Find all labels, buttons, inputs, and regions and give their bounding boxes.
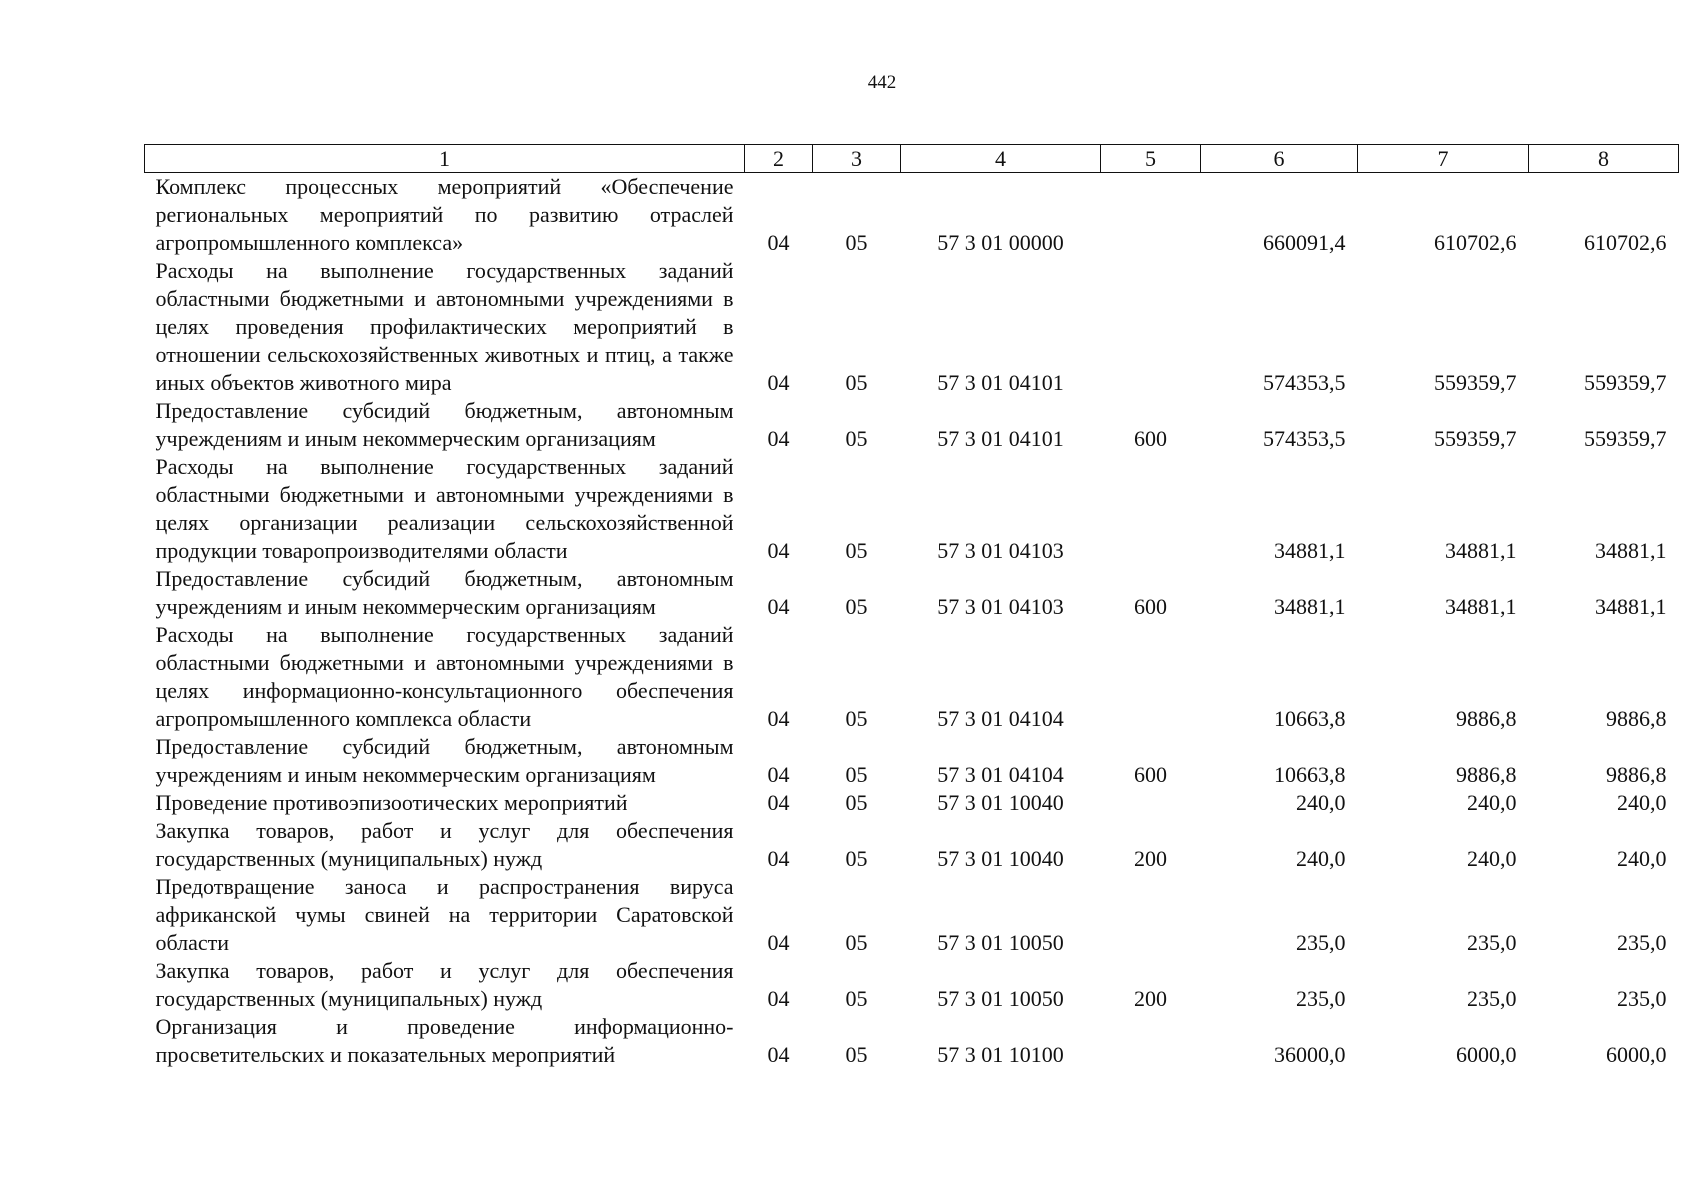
table-row bbox=[145, 1013, 1679, 1069]
row-name: Организация и проведение информационно-просветительских и показательных мероприятий bbox=[155, 1014, 734, 1067]
row-section: 04 bbox=[767, 986, 790, 1011]
row-name: Проведение противоэпизоотических мероприятий bbox=[155, 790, 628, 815]
row-section: 04 bbox=[767, 762, 790, 787]
row-value-col6: 36000,0 bbox=[1274, 1042, 1346, 1067]
table-row bbox=[145, 621, 1679, 733]
row-name: Предоставление субсидий бюджетным, автономным учреждениям и иным некоммерческим организациям bbox=[155, 566, 734, 619]
row-value-col7: 34881,1 bbox=[1445, 594, 1517, 619]
row-value-col7: 235,0 bbox=[1467, 930, 1517, 955]
row-value-col7: 34881,1 bbox=[1445, 538, 1517, 563]
row-value-col8: 6000,0 bbox=[1606, 1042, 1667, 1067]
row-value-col8: 9886,8 bbox=[1606, 762, 1667, 787]
row-value-col7: 6000,0 bbox=[1456, 1042, 1517, 1067]
table-body bbox=[145, 173, 1679, 1070]
table-row bbox=[145, 733, 1679, 789]
row-section: 04 bbox=[767, 930, 790, 955]
row-value-col7: 9886,8 bbox=[1456, 706, 1517, 731]
row-expense-type bbox=[1101, 173, 1201, 258]
header-col-5: 5 bbox=[1101, 145, 1201, 173]
table-row bbox=[145, 789, 1679, 817]
header-col-3: 3 bbox=[813, 145, 901, 173]
header-col-7: 7 bbox=[1358, 145, 1529, 173]
row-value-col8: 559359,7 bbox=[1584, 426, 1667, 451]
row-target-article: 57 3 01 04104 bbox=[937, 706, 1064, 731]
table-row bbox=[145, 817, 1679, 873]
row-name: Предоставление субсидий бюджетным, автономным учреждениям и иным некоммерческим организациям bbox=[155, 398, 734, 451]
row-value-col8: 559359,7 bbox=[1584, 370, 1667, 395]
row-target-article: 57 3 01 10100 bbox=[937, 1042, 1064, 1067]
row-target-article: 57 3 01 10050 bbox=[937, 986, 1064, 1011]
table-row bbox=[145, 397, 1679, 453]
row-name: Комплекс процессных мероприятий «Обеспечение региональных мероприятий по развитию отраслей агропромышленного комплекса» bbox=[155, 174, 734, 255]
row-target-article: 57 3 01 04101 bbox=[937, 426, 1064, 451]
row-section: 04 bbox=[767, 846, 790, 871]
row-target-article: 57 3 01 04101 bbox=[937, 370, 1064, 395]
row-name: Расходы на выполнение государственных заданий областными бюджетными и автономными учреждениями в целях организации реализации сельскохозяйственной продукции товаропроизводителями области bbox=[155, 454, 734, 563]
row-subsection: 05 bbox=[845, 370, 868, 395]
row-section: 04 bbox=[767, 426, 790, 451]
table-row bbox=[145, 565, 1679, 621]
row-expense-type bbox=[1101, 257, 1201, 397]
row-value-col8: 240,0 bbox=[1617, 846, 1667, 871]
row-expense-type bbox=[1101, 873, 1201, 957]
row-value-col7: 240,0 bbox=[1467, 846, 1517, 871]
row-value-col6: 10663,8 bbox=[1274, 706, 1346, 731]
header-col-6: 6 bbox=[1201, 145, 1358, 173]
row-value-col7: 240,0 bbox=[1467, 790, 1517, 815]
row-name: Предоставление субсидий бюджетным, автономным учреждениям и иным некоммерческим организациям bbox=[155, 734, 734, 787]
row-target-article: 57 3 01 04103 bbox=[937, 594, 1064, 619]
table-row bbox=[145, 873, 1679, 957]
row-value-col6: 240,0 bbox=[1296, 846, 1346, 871]
table-row bbox=[145, 257, 1679, 397]
row-value-col6: 574353,5 bbox=[1263, 426, 1346, 451]
row-expense-type bbox=[1101, 453, 1201, 565]
header-col-8: 8 bbox=[1529, 145, 1679, 173]
row-target-article: 57 3 01 10040 bbox=[937, 790, 1064, 815]
row-value-col6: 34881,1 bbox=[1274, 538, 1346, 563]
row-value-col8: 235,0 bbox=[1617, 986, 1667, 1011]
row-value-col6: 10663,8 bbox=[1274, 762, 1346, 787]
row-name: Предотвращение заноса и распространения вируса африканской чумы свиней на территории Саратовской области bbox=[155, 874, 734, 955]
row-name: Закупка товаров, работ и услуг для обеспечения государственных (муниципальных) нужд bbox=[155, 818, 734, 871]
row-value-col7: 9886,8 bbox=[1456, 762, 1517, 787]
row-subsection: 05 bbox=[845, 790, 868, 815]
row-target-article: 57 3 01 00000 bbox=[937, 230, 1064, 255]
header-col-2: 2 bbox=[745, 145, 813, 173]
row-value-col6: 235,0 bbox=[1296, 930, 1346, 955]
row-name: Расходы на выполнение государственных заданий областными бюджетными и автономными учреждениями в целях проведения профилактических мероприятий в отношении сельскохозяйственных животных и птиц, а также иных объектов животного мира bbox=[155, 258, 734, 395]
row-section: 04 bbox=[767, 1042, 790, 1067]
row-subsection: 05 bbox=[845, 230, 868, 255]
row-target-article: 57 3 01 04103 bbox=[937, 538, 1064, 563]
row-value-col7: 610702,6 bbox=[1434, 230, 1517, 255]
row-value-col8: 9886,8 bbox=[1606, 706, 1667, 731]
row-subsection: 05 bbox=[845, 930, 868, 955]
row-value-col6: 660091,4 bbox=[1263, 230, 1346, 255]
row-section: 04 bbox=[767, 706, 790, 731]
row-subsection: 05 bbox=[845, 538, 868, 563]
row-expense-type bbox=[1101, 789, 1201, 817]
row-expense-type: 200 bbox=[1134, 846, 1167, 871]
row-subsection: 05 bbox=[845, 426, 868, 451]
row-value-col8: 240,0 bbox=[1617, 790, 1667, 815]
header-col-1: 1 bbox=[145, 145, 745, 173]
row-subsection: 05 bbox=[845, 706, 868, 731]
row-value-col8: 34881,1 bbox=[1595, 594, 1667, 619]
row-value-col6: 240,0 bbox=[1296, 790, 1346, 815]
row-section: 04 bbox=[767, 370, 790, 395]
row-value-col6: 34881,1 bbox=[1274, 594, 1346, 619]
row-value-col7: 235,0 bbox=[1467, 986, 1517, 1011]
budget-table bbox=[144, 144, 1679, 1069]
row-section: 04 bbox=[767, 538, 790, 563]
row-target-article: 57 3 01 10040 bbox=[937, 846, 1064, 871]
row-value-col7: 559359,7 bbox=[1434, 370, 1517, 395]
table-header-row bbox=[145, 145, 1679, 173]
row-value-col8: 235,0 bbox=[1617, 930, 1667, 955]
row-name: Расходы на выполнение государственных заданий областными бюджетными и автономными учреждениями в целях информационно-консультационного обеспечения агропромышленного комплекса области bbox=[155, 622, 734, 731]
row-section: 04 bbox=[767, 230, 790, 255]
row-expense-type: 200 bbox=[1134, 986, 1167, 1011]
row-value-col7: 559359,7 bbox=[1434, 426, 1517, 451]
row-name: Закупка товаров, работ и услуг для обеспечения государственных (муниципальных) нужд bbox=[155, 958, 734, 1011]
header-col-4: 4 bbox=[901, 145, 1101, 173]
row-value-col6: 574353,5 bbox=[1263, 370, 1346, 395]
page-number: 442 bbox=[867, 72, 897, 93]
row-expense-type: 600 bbox=[1134, 594, 1167, 619]
row-subsection: 05 bbox=[845, 594, 868, 619]
row-target-article: 57 3 01 04104 bbox=[937, 762, 1064, 787]
row-subsection: 05 bbox=[845, 846, 868, 871]
row-expense-type bbox=[1101, 1013, 1201, 1069]
row-value-col8: 34881,1 bbox=[1595, 538, 1667, 563]
table-row bbox=[145, 957, 1679, 1013]
row-expense-type bbox=[1101, 621, 1201, 733]
row-subsection: 05 bbox=[845, 986, 868, 1011]
row-subsection: 05 bbox=[845, 1042, 868, 1067]
row-expense-type: 600 bbox=[1134, 426, 1167, 451]
row-value-col8: 610702,6 bbox=[1584, 230, 1667, 255]
table-row bbox=[145, 173, 1679, 258]
row-section: 04 bbox=[767, 790, 790, 815]
row-target-article: 57 3 01 10050 bbox=[937, 930, 1064, 955]
row-expense-type: 600 bbox=[1134, 762, 1167, 787]
table-row bbox=[145, 453, 1679, 565]
row-subsection: 05 bbox=[845, 762, 868, 787]
row-section: 04 bbox=[767, 594, 790, 619]
row-value-col6: 235,0 bbox=[1296, 986, 1346, 1011]
